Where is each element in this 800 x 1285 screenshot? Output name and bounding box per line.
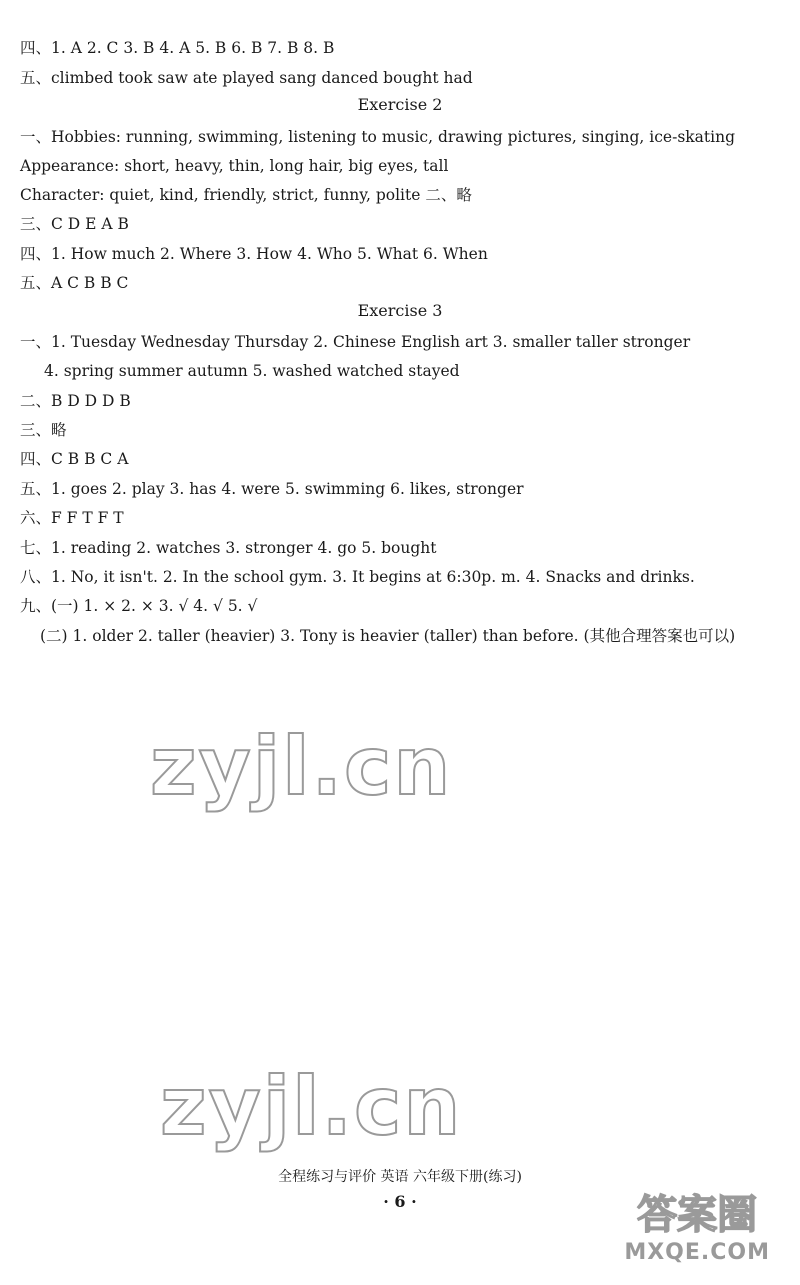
ex2-section-4-line: 四、1. How much 2. Where 3. How 4. Who 5. What 6. When [20,245,488,263]
ex2-section-5-line: 五、A C B B C [20,274,129,292]
ex2-hobbies-line: 一、Hobbies: running, swimming, listening to music, drawing pictures, singing, ice-skating [20,128,735,146]
ex3-section-9-line-1: 九、(一) 1. × 2. × 3. √ 4. √ 5. √ [20,597,258,615]
ex3-section-9-line-2: (二) 1. older 2. taller (heavier) 3. Tony is heavier (taller) than before. (其他合理答案也可以) [40,627,736,645]
ex3-section-4-line: 四、C B B C A [20,450,129,468]
ex3-section-8-line: 八、1. No, it isn't. 2. In the school gym. 3. It begins at 6:30p. m. 4. Snacks and drinks. [20,568,695,586]
answer-line-section-5: 五、climbed took saw ate played sang danced bought had [20,69,473,87]
watermark-text-lower: zyjl.cn [160,1060,463,1153]
corner-logo-glyphs: 答案圈 [637,1192,758,1238]
footer-page-number: · 6 · [383,1192,417,1211]
exercise-2-heading: Exercise 2 [357,95,443,114]
ex3-section-6-line: 六、F F T F T [20,509,124,527]
ex2-appearance-line: Appearance: short, heavy, thin, long hair, big eyes, tall [20,157,449,175]
ex2-section-3-line: 三、C D E A B [20,215,129,233]
ex3-section-1-line-1: 一、1. Tuesday Wednesday Thursday 2. Chinese English art 3. smaller taller stronger [20,333,691,351]
footer-book-title: 全程练习与评价 英语 六年级下册(练习) [278,1169,522,1185]
ex2-character-line: Character: quiet, kind, friendly, strict, funny, polite 二、略 [20,186,472,204]
corner-watermark-logo [624,1183,770,1265]
ex3-section-1-line-2: 4. spring summer autumn 5. washed watched stayed [44,362,460,380]
corner-logo-url: MXQE.COM [624,1240,770,1265]
watermark-text-upper: zyjl.cn [150,720,453,813]
exercise-3-heading: Exercise 3 [357,301,443,320]
ex3-section-2-line: 二、B D D D B [20,392,131,410]
ex3-section-7-line: 七、1. reading 2. watches 3. stronger 4. go 5. bought [20,539,437,557]
answer-line-section-4: 四、1. A 2. C 3. B 4. A 5. B 6. B 7. B 8. B [20,39,335,57]
ex3-section-5-line: 五、1. goes 2. play 3. has 4. were 5. swimming 6. likes, stronger [20,480,524,498]
ex3-section-3-line: 三、略 [20,421,67,439]
